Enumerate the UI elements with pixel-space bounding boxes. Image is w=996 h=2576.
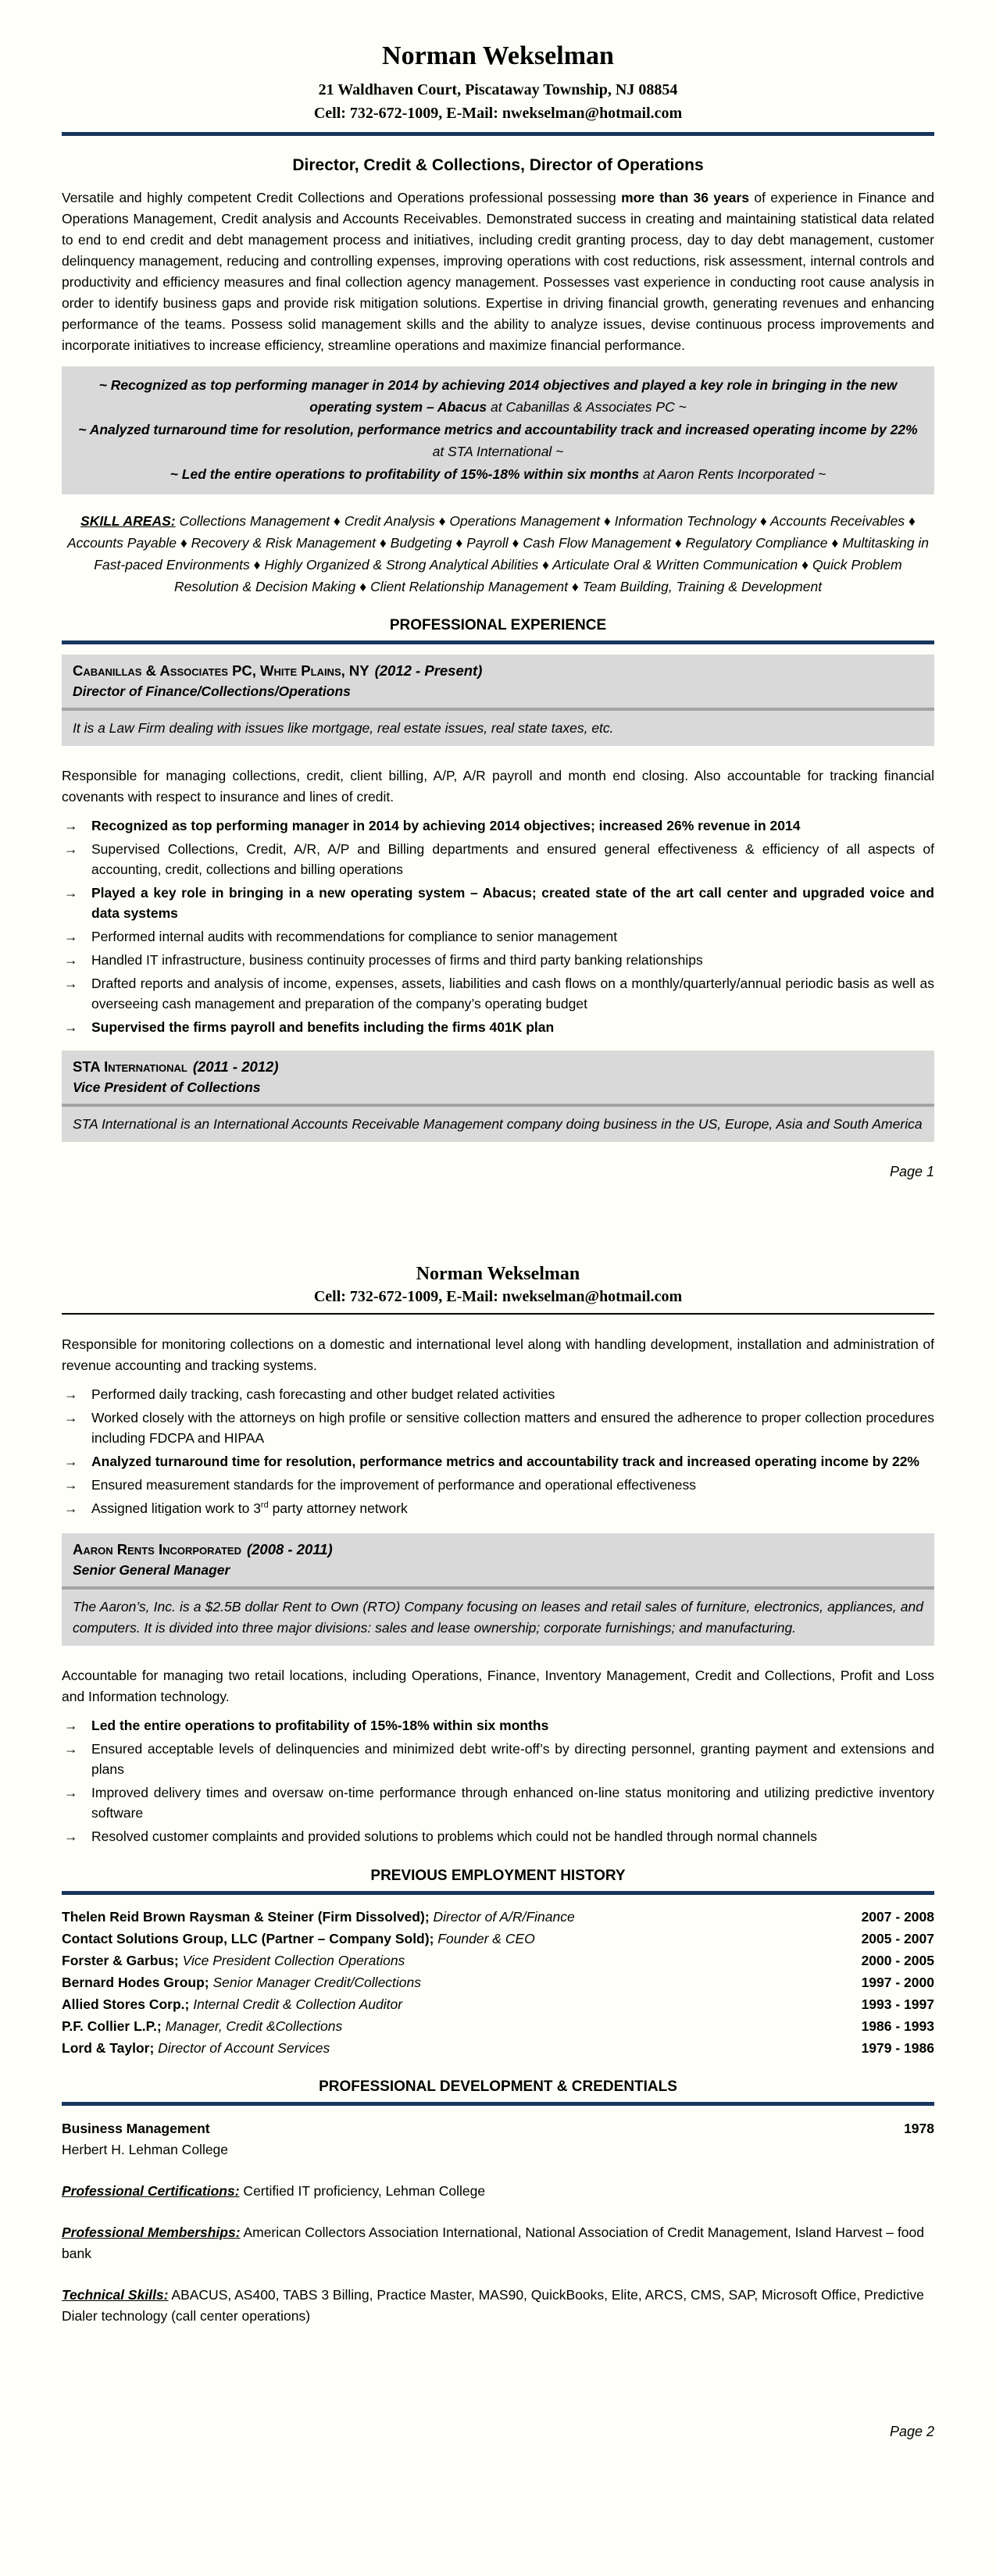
bullet-item: → Assigned litigation work to 3rd party attorney network xyxy=(62,1498,934,1518)
arrow-bullet-icon: → xyxy=(64,841,78,857)
arrow-bullet-icon: → xyxy=(64,929,78,944)
summary-bold-text: more than 36 years xyxy=(621,190,750,205)
job-dates: (2008 - 2011) xyxy=(246,1541,333,1557)
professional-certifications xyxy=(62,2181,934,2202)
employment-title: Director of A/R/Finance xyxy=(429,1909,575,1925)
employment-title: Founder & CEO xyxy=(434,1931,535,1946)
page1-footer: Page 1 xyxy=(889,1164,934,1179)
skill-areas-label: SKILL AREAS: xyxy=(80,513,176,529)
header-rule xyxy=(62,132,934,136)
achievement-highlight-box xyxy=(62,366,934,494)
employment-years: 2000 - 2005 xyxy=(861,1953,934,1968)
bullet-item: → Drafted reports and analysis of income, expenses, assets, liabilities and cash flows on a monthly/quarterly/annual periodic basis as well as overseeing cash management and preparation of the company’s operating budget xyxy=(62,973,934,1014)
technical-skills xyxy=(62,2285,934,2327)
job-bullet-list xyxy=(62,815,934,1037)
summary-text: of experience in Finance and Operations Management, Credit analysis and Accounts Receivables. Demonstrated success in creating and maintaining statistical data related to end to end credit and debt management process and initiatives, including credit granting process, day to day debt management, customer delinquency management, reducing and controlling expenses, improving operations with cost reductions, risk assessment, internal controls and productivity and efficiency measures and final collection agency management. Possesses vast experience in conducting root cause analysis in order to identify business gaps and provide risk mitigation solutions. Expertise in driving financial growth, generating revenues and enhancing performance of the teams. Possess solid management skills and the ability to analyze issues, devise continuous process improvements and incorporate initiatives to increase efficiency, streamline operations and maximize financial performance. xyxy=(62,190,935,353)
bullet-item: → Recognized as top performing manager in 2014 by achieving 2014 objectives; increased 26% revenue in 2014 xyxy=(62,815,934,836)
education-row xyxy=(62,2118,934,2139)
highlight-line: ~ Analyzed turnaround time for resolution, performance metrics and accountability track and increased operating income by 22% at STA International ~ xyxy=(78,422,918,459)
job-header-sta xyxy=(62,1051,934,1142)
arrow-bullet-icon: → xyxy=(64,1785,78,1800)
memberships-text: American Collectors Association International, National Association of Credit Management, Island Harvest – food bank xyxy=(62,2225,925,2261)
employment-title: Vice President Collection Operations xyxy=(178,1953,405,1968)
bullet-item: → Ensured acceptable levels of delinquencies and minimized debt write-off’s by directing personnel, granting payment and extensions and plans xyxy=(62,1739,934,1779)
employment-years: 2005 - 2007 xyxy=(861,1931,934,1946)
certifications-text: Certified IT proficiency, Lehman College xyxy=(239,2183,486,2199)
jobbox-divider xyxy=(62,1586,934,1589)
section-heading-professional-experience: PROFESSIONAL EXPERIENCE xyxy=(389,617,607,633)
employment-row xyxy=(62,1950,934,1971)
arrow-bullet-icon: → xyxy=(64,818,78,833)
job-intro: Accountable for managing two retail locations, including Operations, Finance, Inventory Management, Credit and Collections, Profit and Loss and Information technology. xyxy=(62,1668,934,1704)
job-company-line xyxy=(73,1539,923,1560)
company-description: The Aaron’s, Inc. is a $2.5B dollar Rent to Own (RTO) Company focusing on leases and retail sales of furniture, electronics, appliances, and computers. It is divided into three major divisions: sales and lease ownership; corporate furnishings; and manufacturing. xyxy=(73,1599,923,1636)
resume-contact: Cell: 732-672-1009, E-Mail: nwekselman@hotmail.com xyxy=(313,105,683,122)
employment-row xyxy=(62,1928,934,1950)
job-role: Vice President of Collections xyxy=(73,1079,261,1095)
ordinal-superscript: rd xyxy=(260,1500,269,1511)
arrow-bullet-icon: → xyxy=(64,976,78,991)
employer-name: Forster & Garbus; xyxy=(62,1953,179,1968)
employer-name: P.F. Collier L.P.; xyxy=(62,2018,162,2034)
summary-text: Versatile and highly competent Credit Collections and Operations professional possessing xyxy=(62,190,622,205)
resume-address: 21 Waldhaven Court, Piscataway Township, NJ 08854 xyxy=(318,81,678,98)
jobbox-divider xyxy=(62,708,934,711)
arrow-bullet-icon: → xyxy=(64,1718,78,1733)
certifications-label: Professional Certifications: xyxy=(62,2183,240,2199)
employer-name: Allied Stores Corp.; xyxy=(62,1996,190,2012)
bullet-item: → Played a key role in bringing in a new operating system – Abacus; created state of the art call center and upgraded voice and data systems xyxy=(62,883,934,923)
arrow-bullet-icon: → xyxy=(64,1477,78,1493)
bullet-item: → Resolved customer complaints and provided solutions to problems which could not be handled through normal channels xyxy=(62,1826,934,1846)
resume-headline: Director, Credit & Collections, Director of Operations xyxy=(292,156,704,174)
job-header-aaron-rents xyxy=(62,1533,934,1646)
employment-title: Senior Manager Credit/Collections xyxy=(209,1975,422,1990)
education-school: Herbert H. Lehman College xyxy=(62,2142,229,2157)
jobbox-divider xyxy=(62,1104,934,1107)
memberships-label: Professional Memberships: xyxy=(62,2225,241,2240)
job-role: Senior General Manager xyxy=(73,1562,230,1578)
bullet-item: → Performed daily tracking, cash forecasting and other budget related activities xyxy=(62,1384,934,1404)
bullet-item: → Handled IT infrastructure, business continuity processes of firms and third party banking relationships xyxy=(62,950,934,970)
bullet-item: → Supervised Collections, Credit, A/R, A/P and Billing departments and ensured general effectiveness & efficiency of all aspects of accounting, credit, collections and billing operations xyxy=(62,839,934,879)
arrow-bullet-icon: → xyxy=(64,1500,78,1516)
arrow-bullet-icon: → xyxy=(64,885,78,901)
job-role: Director of Finance/Collections/Operations xyxy=(73,683,351,699)
job-bullet-list xyxy=(62,1384,934,1518)
employer-name: Thelen Reid Brown Raysman & Steiner (Firm Dissolved); xyxy=(62,1909,430,1925)
section-rule xyxy=(62,2102,934,2106)
arrow-bullet-icon: → xyxy=(64,1410,78,1425)
bullet-item: → Supervised the firms payroll and benefits including the firms 401K plan xyxy=(62,1017,934,1037)
technical-skills-text: ABACUS, AS400, TABS 3 Billing, Practice Master, MAS90, QuickBooks, Elite, ARCS, CMS, SAP, Microsoft Office, Predictive Dialer technology (call center operations) xyxy=(62,2287,924,2324)
company-name: STA International xyxy=(73,1058,187,1075)
arrow-bullet-icon: → xyxy=(64,1386,78,1402)
company-name: Aaron Rents Incorporated xyxy=(73,1541,241,1557)
bullet-item: → Improved delivery times and oversaw on-time performance through enhanced on-line status monitoring and utilizing predictive inventory software xyxy=(62,1782,934,1823)
employment-row xyxy=(62,1993,934,2015)
section-rule xyxy=(62,640,934,644)
skill-areas-list: Collections Management ♦ Credit Analysis ♦ Operations Management ♦ Information Technology ♦ Accounts Receivables ♦ Accounts Payable ♦ Recovery & Risk Management ♦ Budgeting ♦ Payroll ♦ Cash Flow Management ♦ Regulatory Compliance ♦ Multitasking in Fast-paced Environments ♦ Highly Organized & Strong Analytical Abilities ♦ Articulate Oral & Written Communication ♦ Quick Problem Resolution & Decision Making ♦ Client Relationship Management ♦ Team Building, Training & Development xyxy=(66,513,930,594)
summary-paragraph xyxy=(62,187,934,356)
employer-name: Lord & Taylor; xyxy=(62,2040,155,2056)
arrow-bullet-icon: → xyxy=(64,1454,78,1469)
highlight-line: ~ Led the entire operations to profitability of 15%-18% within six months at Aaron Rents Incorporated ~ xyxy=(170,466,826,482)
education-degree: Business Management xyxy=(62,2121,210,2136)
skill-areas xyxy=(66,510,930,598)
employment-title: Director of Account Services xyxy=(154,2040,330,2056)
employment-years: 2007 - 2008 xyxy=(861,1909,934,1925)
page2-footer: Page 2 xyxy=(889,2424,934,2439)
employer-name: Contact Solutions Group, LLC (Partner – Company Sold); xyxy=(62,1931,434,1946)
arrow-bullet-icon: → xyxy=(64,1741,78,1757)
company-name: Cabanillas & Associates PC, White Plains, NY xyxy=(73,662,369,679)
employer-name: Bernard Hodes Group; xyxy=(62,1975,209,1990)
bullet-item: → Analyzed turnaround time for resolution, performance metrics and accountability track and increased operating income by 22% xyxy=(62,1451,934,1472)
section-heading-professional-development: PROFESSIONAL DEVELOPMENT & CREDENTIALS xyxy=(319,2078,677,2095)
resume-name: Norman Wekselman xyxy=(416,1264,580,1284)
bullet-item: → Performed internal audits with recommendations for compliance to senior management xyxy=(62,926,934,947)
professional-memberships xyxy=(62,2222,934,2264)
employment-row xyxy=(62,1971,934,1993)
section-rule xyxy=(62,1891,934,1895)
job-dates: (2012 - Present) xyxy=(374,662,483,679)
resume-contact: Cell: 732-672-1009, E-Mail: nwekselman@hotmail.com xyxy=(313,1288,683,1305)
employment-row xyxy=(62,1906,934,1928)
job-company-line xyxy=(73,1056,923,1077)
employment-years: 1993 - 1997 xyxy=(861,1996,934,2012)
job-intro: Responsible for monitoring collections on a domestic and international level along with handling development, installation and administration of revenue accounting and tracking systems. xyxy=(62,1336,934,1373)
employment-years: 1997 - 2000 xyxy=(861,1975,934,1990)
employment-title: Internal Credit & Collection Auditor xyxy=(189,1996,403,2012)
job-dates: (2011 - 2012) xyxy=(192,1058,279,1075)
technical-skills-label: Technical Skills: xyxy=(62,2287,169,2303)
job-intro: Responsible for managing collections, credit, client billing, A/P, A/R payroll and month end closing. Also accountable for tracking financial covenants with respect to insurance and lines of credit. xyxy=(62,768,934,805)
job-company-line xyxy=(73,660,923,681)
employment-row xyxy=(62,2015,934,2037)
job-header-cabanillas xyxy=(62,655,934,746)
page2-header-rule xyxy=(62,1313,934,1315)
previous-employment-table xyxy=(62,1906,934,2059)
employment-title: Manager, Credit &Collections xyxy=(161,2018,343,2034)
company-description: STA International is an International Accounts Receivable Management company doing business in the US, Europe, Asia and South America xyxy=(73,1116,923,1132)
highlight-line: ~ Recognized as top performing manager in 2014 by achieving 2014 objectives and played a key role in bringing in the new operating system – Abacus at Cabanillas & Associates PC ~ xyxy=(98,377,898,415)
page2-header xyxy=(62,1262,934,1315)
employment-years: 1979 - 1986 xyxy=(861,2040,934,2056)
arrow-bullet-icon: → xyxy=(64,1019,78,1035)
job-bullet-list xyxy=(62,1715,934,1846)
resume-name: Norman Wekselman xyxy=(382,41,614,70)
employment-row xyxy=(62,2037,934,2059)
company-description: It is a Law Firm dealing with issues like mortgage, real estate issues, real state taxes, etc. xyxy=(73,720,614,736)
bullet-item: → Worked closely with the attorneys on high profile or sensitive collection matters and ensured the adherence to proper collection procedures including FDCPA and HIPAA xyxy=(62,1408,934,1448)
bullet-item: → Ensured measurement standards for the improvement of performance and operational effectiveness xyxy=(62,1475,934,1495)
education-year: 1978 xyxy=(904,2121,934,2136)
bullet-item: → Led the entire operations to profitability of 15%-18% within six months xyxy=(62,1715,934,1736)
employment-years: 1986 - 1993 xyxy=(861,2018,934,2034)
arrow-bullet-icon: → xyxy=(64,1829,78,1844)
section-heading-previous-employment: PREVIOUS EMPLOYMENT HISTORY xyxy=(370,1868,626,1884)
arrow-bullet-icon: → xyxy=(64,952,78,968)
